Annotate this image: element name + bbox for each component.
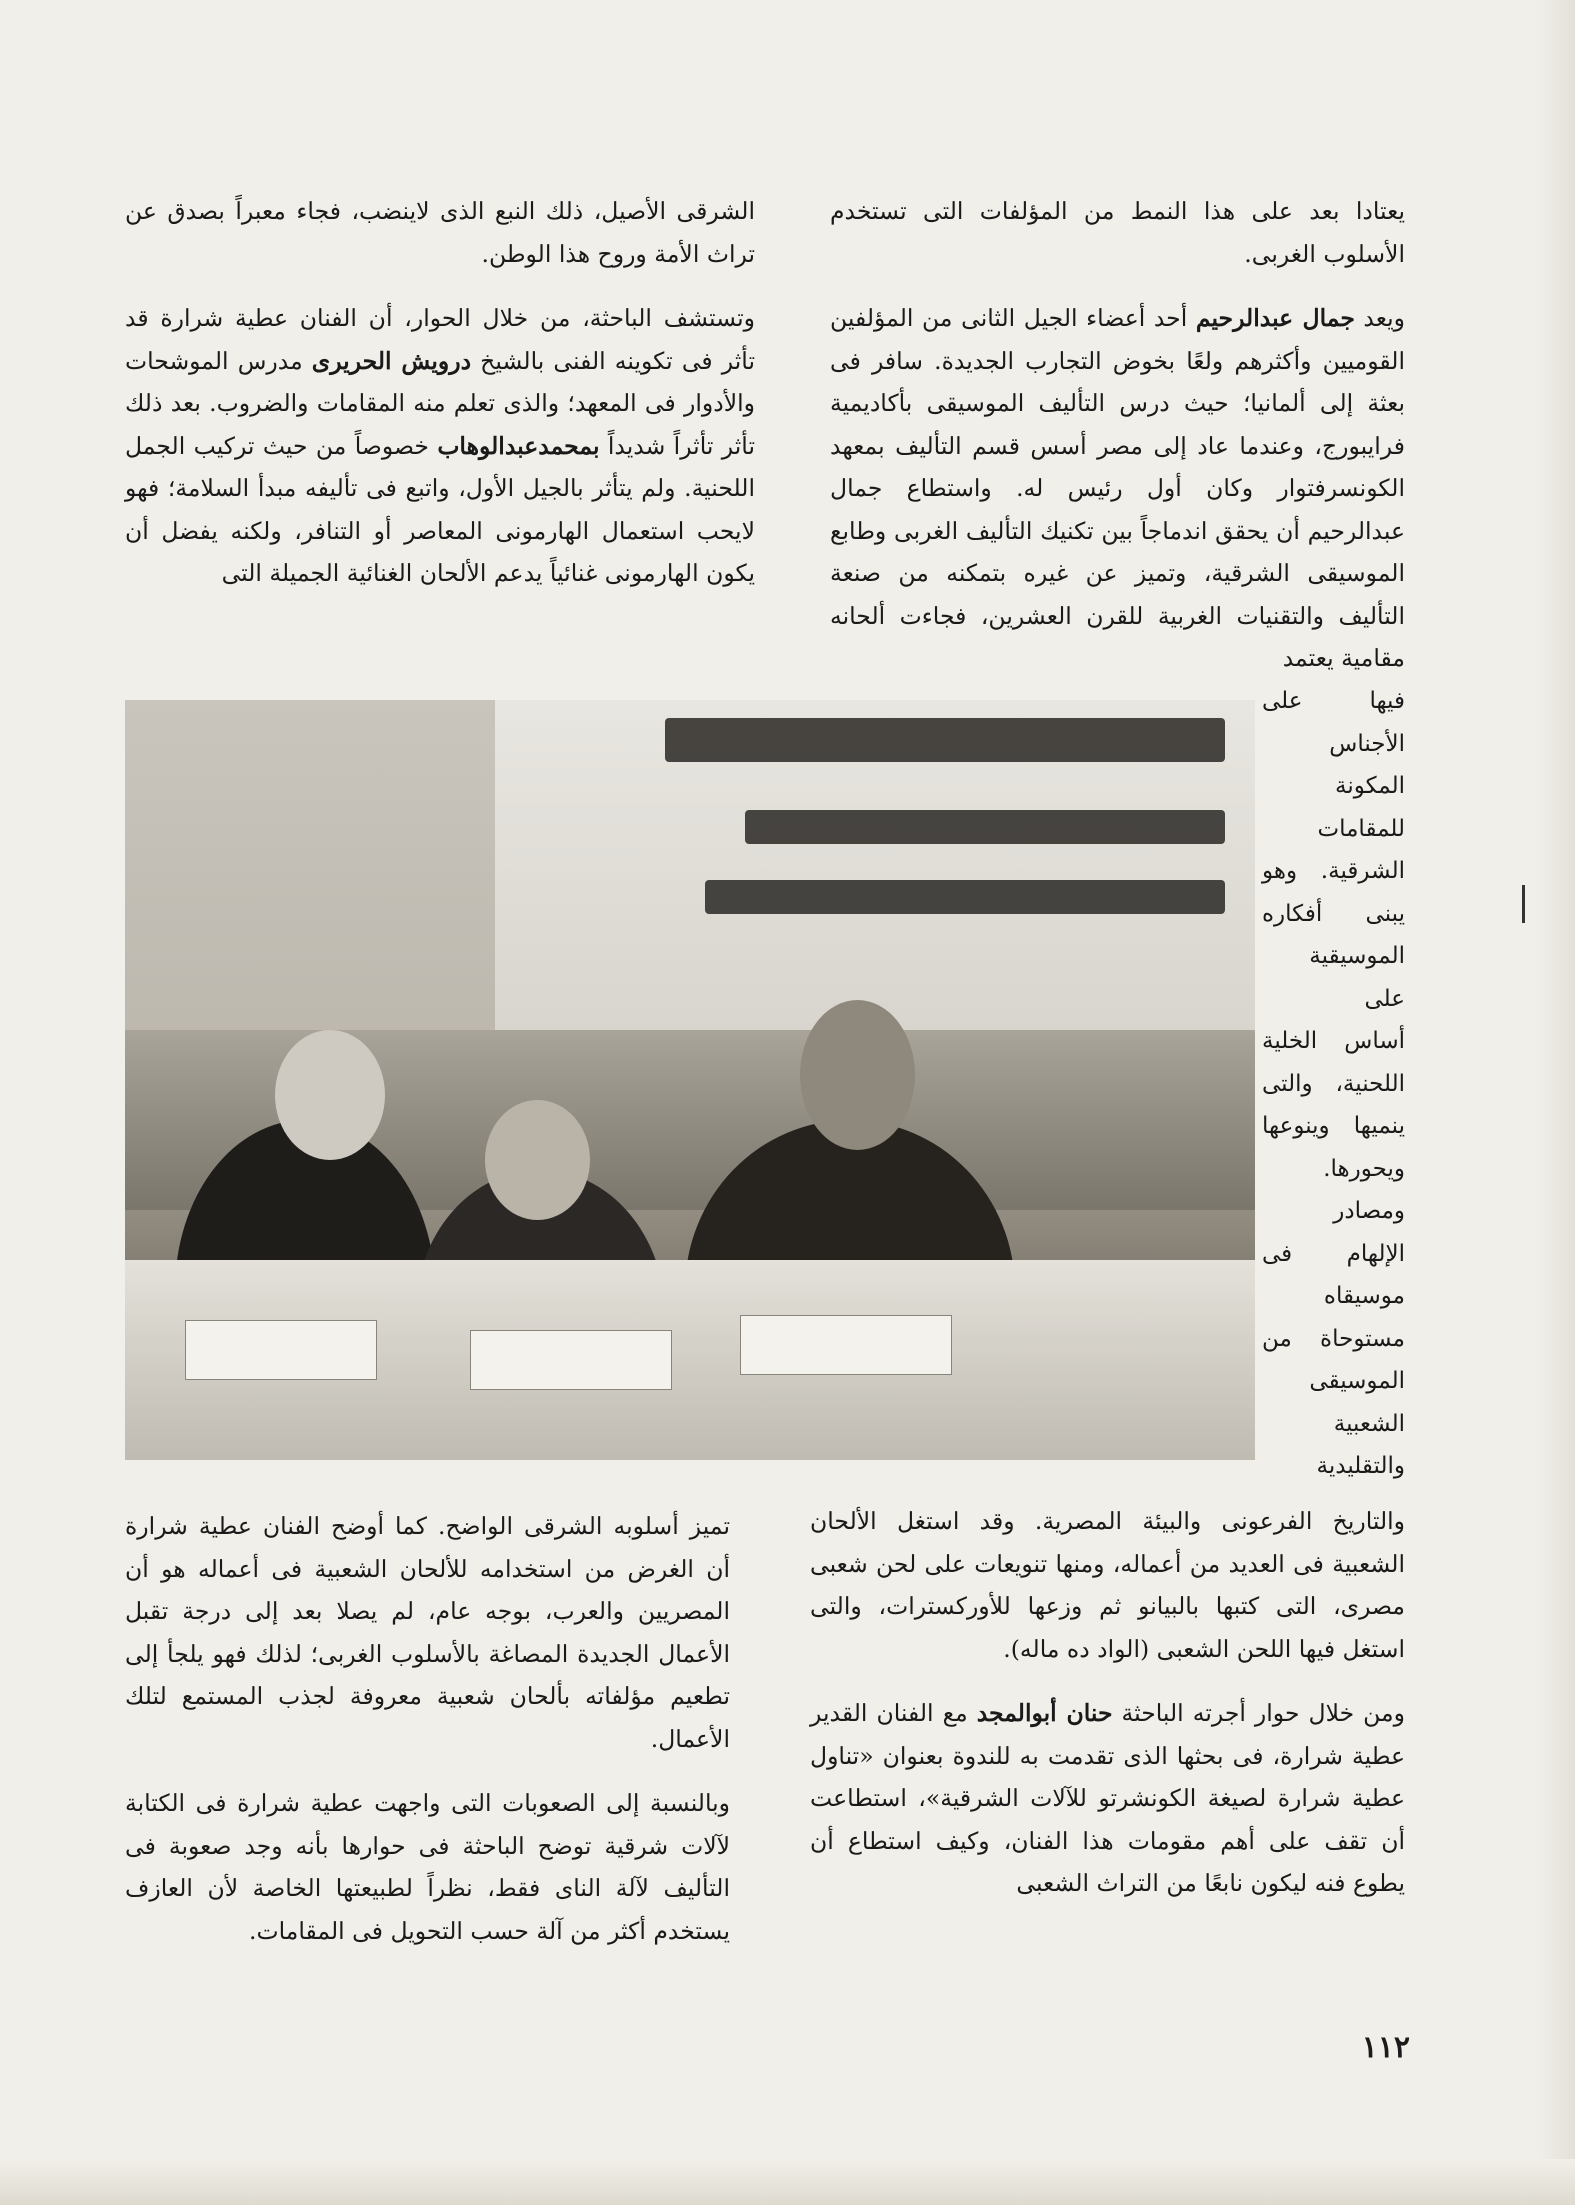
wrap-line: ومصادر bbox=[1333, 1198, 1405, 1224]
wrap-line: الإلهام فى bbox=[1262, 1240, 1405, 1267]
wrap-line: للمقامات bbox=[1317, 815, 1405, 842]
wrap-line: فيها على bbox=[1262, 688, 1405, 714]
bold-name: درويش الحريرى bbox=[311, 346, 472, 375]
text-column-top-left bbox=[125, 190, 755, 595]
paragraph: والتاريخ الفرعونى والبيئة المصرية. وقد استغل الألحان الشعبية فى العديد من أعماله، ومنها تنويعات على لحن شعبى مصرى، التى كتبها بالبيانو ثم وزعها للأوركسترات، والتى استغل فيها اللحن الشعبى (الواد ده ماله). bbox=[810, 1507, 1405, 1663]
text-column-bottom-left bbox=[125, 1505, 730, 1952]
page-number: ١١٢ bbox=[1361, 2030, 1410, 2065]
wrap-line: الموسيقى bbox=[1309, 1368, 1405, 1394]
paragraph: يعتادا بعد على هذا النمط من المؤلفات التى تستخدم الأسلوب الغربى. bbox=[830, 197, 1405, 268]
wrap-line: ويحورها. bbox=[1323, 1155, 1405, 1182]
photo-banner bbox=[495, 700, 1255, 1030]
wrap-line: مستوحاة من bbox=[1262, 1325, 1405, 1352]
text-column-bottom-right bbox=[810, 1500, 1405, 1905]
wrap-line: الموسيقية على bbox=[1309, 943, 1405, 1012]
bold-name: حنان أبوالمجد bbox=[976, 1699, 1113, 1727]
margin-mark bbox=[1522, 885, 1525, 923]
paragraph: وتستشف الباحثة، من خلال الحوار، أن الفنان عطية شرارة قد تأثر فى تكوينه الفنى بالشيخ درويش الحريرى مدرس الموشحات والأدوار فى المعهد؛ والذى تعلم منه المقامات والضروب. بعد ذلك تأثر تأثراً شديداً بمحمدعبدالوهاب خصوصاً من حيث تركيب الجمل اللحنية. ولم يتأثر بالجيل الأول، واتبع فى تأليفه مبدأ السلامة؛ فهو لايحب استعمال الهارمونى المعاصر أو التنافر، ولكنه يفضل أن يكون الهارمونى غنائياً يدعم الألحان الغنائية الجميلة التى bbox=[125, 304, 755, 587]
wrap-line: الشرقية. وهو bbox=[1262, 858, 1405, 884]
paragraph: ومن خلال حوار أجرته الباحثة حنان أبوالمجد مع الفنان القدير عطية شرارة، فى بحثها الذى تقدمت به للندوة بعنوان «تناول عطية شرارة لصيغة الكونشرتو للآلات الشرقية»، استطاعت أن تقف على أهم مقومات هذا الفنان، وكيف استطاع أن يطوع فنه ليكون نابعًا من التراث الشعبى bbox=[810, 1699, 1405, 1897]
paragraph: وبالنسبة إلى الصعوبات التى واجهت عطية شرارة فى الكتابة لآلات شرقية توضح الباحثة فى حوارها بأنه وجد صعوبة فى التأليف لآلة الناى فقط، نظراً لطبيعتها الخاصة لأن العازف يستخدم أكثر من آلة حسب التحويل فى المقامات. bbox=[125, 1789, 730, 1945]
paragraph: الشرقى الأصيل، ذلك النبع الذى لاينضب، فجاء معبراً بصدق عن تراث الأمة وروح هذا الوطن. bbox=[125, 197, 755, 268]
wrap-line: المكونة bbox=[1334, 773, 1405, 799]
wrap-line: موسيقاه bbox=[1323, 1283, 1405, 1309]
wrap-line: اللحنية، والتى bbox=[1262, 1070, 1405, 1097]
paragraph: ويعد جمال عبدالرحيم أحد أعضاء الجيل الثانى من المؤلفين القوميين وأكثرهم ولعًا بخوض التجارب الجديدة. سافر فى بعثة إلى ألمانيا؛ حيث درس التأليف الموسيقى بأكاديمية فرايبورج، وعندما عاد إلى مصر أسس قسم التأليف بمعهد الكونسرفتوار وكان أول رئيس له. واستطاع جمال عبدالرحيم أن يحقق اندماجاً بين تكنيك التأليف الغربى وطابع الموسيقى الشرقية، وتميز عن غيره بتمكنه من صنعة التأليف والتقنيات الغربية للقرن العشرين، فجاءت ألحانه مقامية يعتمد bbox=[830, 304, 1405, 672]
wrap-line: الأجناس bbox=[1329, 730, 1405, 757]
paragraph: تميز أسلوبه الشرقى الواضح. كما أوضح الفنان عطية شرارة أن الغرض من استخدامه للألحان الشعبية فى أعماله هو أن المصريين والعرب، بوجه عام، لم يصلا بعد إلى درجة تقبل الأعمال الجديدة المصاغة بالأسلوب الغربى؛ لذلك فهو يلجأ إلى تطعيم مؤلفاته بألحان شعبية معروفة لجذب المستمع لتلك الأعمال. bbox=[125, 1512, 730, 1753]
bold-name: بمحمدعبدالوهاب bbox=[437, 431, 600, 460]
event-photo bbox=[125, 700, 1255, 1460]
text-column-top-right bbox=[830, 190, 1405, 680]
wrap-line: يبنى أفكاره bbox=[1262, 900, 1405, 927]
wrap-line: ينميها وينوعها bbox=[1262, 1113, 1405, 1139]
text-column-wrap bbox=[1262, 680, 1405, 1488]
wrap-line: أساس الخلية bbox=[1262, 1028, 1405, 1054]
wrap-line: والتقليدية bbox=[1316, 1453, 1405, 1479]
bold-name: جمال عبدالرحيم bbox=[1195, 304, 1355, 332]
wrap-line: الشعبية bbox=[1333, 1410, 1405, 1437]
scan-edge-bottom bbox=[0, 2159, 1575, 2205]
scan-edge bbox=[1537, 0, 1575, 2205]
